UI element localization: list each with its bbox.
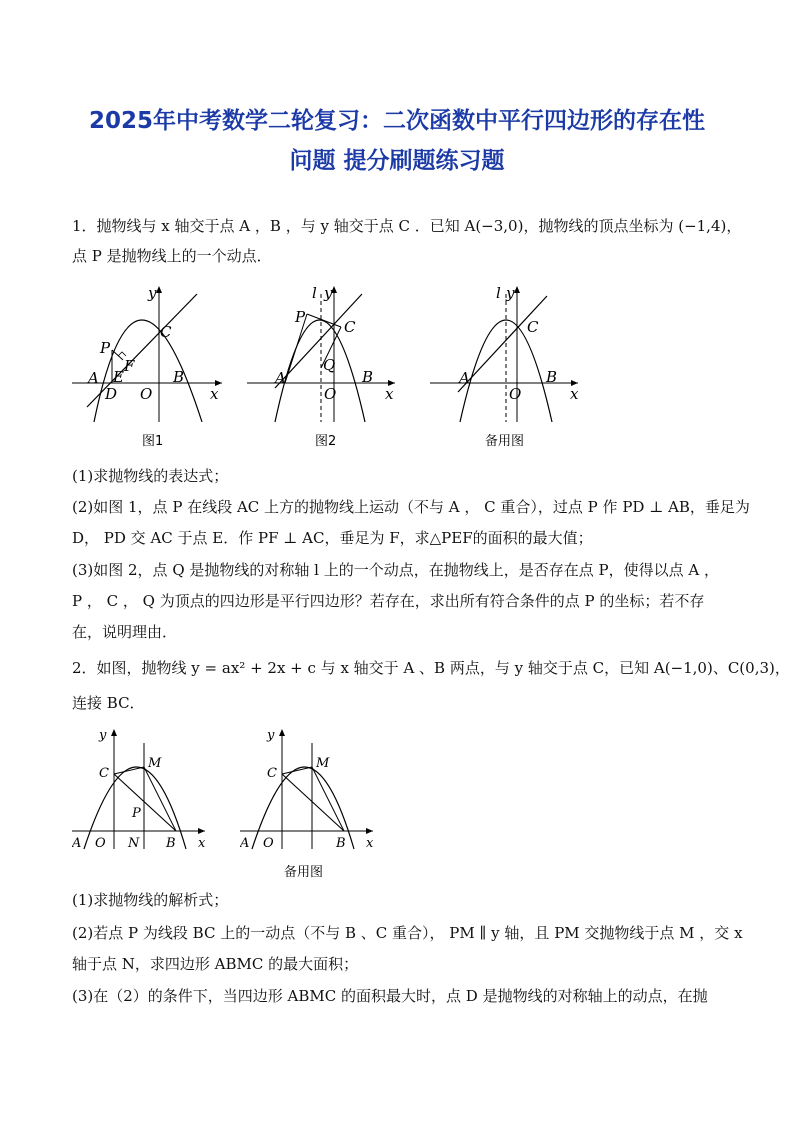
label-b: B [362, 368, 374, 386]
y-axis-arrow [514, 286, 520, 293]
q1-part2-line1: (2)如图 1，点 P 在线段 AC 上方的抛物线上运动（不与 A ， C 重合），过点 P 作 PD ⊥ AB，垂足为 [72, 498, 750, 516]
segment-mb [144, 767, 176, 831]
figure-1-caption: 图1 [142, 434, 164, 449]
q2-figure-backup [240, 725, 380, 885]
label-y: y [324, 284, 333, 302]
q2-backup-caption: 备用图 [284, 865, 324, 880]
label-x: x [210, 385, 219, 403]
page-title: 2025年中考数学二轮复习：二次函数中平行四边形的存在性 [88, 108, 705, 134]
q2-intro-line1: 2．如图，抛物线 y = ax² + 2x + c 与 x 轴交于 A 、B 两点，与 y 轴交于点 C，已知 A(−1,0)、C(0,3)， [72, 659, 790, 677]
label-a: A [275, 369, 286, 387]
q1-figure-backup [430, 282, 590, 452]
label-c: C [160, 323, 172, 341]
label-x: x [198, 836, 206, 851]
q1-part3-line2: P ， C ， Q 为顶点的四边形是平行四边形？若存在，求出所有符合条件的点 P 的坐标；若不存 [72, 592, 705, 610]
label-q: Q [323, 356, 336, 374]
label-c: C [344, 318, 356, 336]
label-d: D [105, 385, 118, 403]
q2-part3-line1: (3)在（2）的条件下，当四边形 ABMC 的面积最大时，点 D 是抛物线的对称轴上的动点，在抛 [72, 987, 708, 1005]
line-ac [458, 296, 547, 392]
q1-intro-line1: 1．抛物线与 x 轴交于点 A ，B ，与 y 轴交于点 C ．已知 A(−3,0)，抛物线的顶点坐标为 (−1,4)， [72, 217, 742, 235]
label-l: l [496, 284, 501, 302]
label-b: B [173, 368, 185, 386]
segment-mb [312, 767, 344, 831]
segment-cm [114, 767, 144, 774]
segment-pc [307, 314, 341, 327]
label-x: x [570, 385, 579, 403]
q1-figure-2 [247, 282, 407, 452]
segment-bc [282, 774, 344, 831]
label-b: B [166, 836, 176, 851]
right-angle-mark [118, 352, 126, 356]
q2-part2-line1: (2)若点 P 为线段 BC 上的一动点（不与 B 、C 重合）， PM ∥ y 轴，且 PM 交抛物线于点 M ，交 x [72, 924, 743, 942]
label-f: F [124, 357, 135, 375]
label-x: x [385, 385, 394, 403]
q1-part3-line3: 在，说明理由． [72, 623, 178, 641]
parabola-curve [94, 320, 202, 422]
figure-2-caption: 图2 [315, 434, 337, 449]
segment-cm [282, 767, 312, 774]
label-p: P [295, 308, 306, 326]
label-o: O [263, 836, 274, 851]
x-axis-arrow [198, 828, 205, 834]
y-axis-arrow [156, 286, 162, 293]
segment-bc [114, 774, 176, 831]
label-a: A [88, 369, 99, 387]
label-b: B [336, 836, 346, 851]
label-a: A [72, 836, 82, 851]
y-axis-arrow [279, 729, 285, 736]
label-y: y [99, 728, 107, 743]
label-c: C [99, 766, 109, 781]
label-o: O [95, 836, 106, 851]
label-e: E [113, 368, 124, 386]
q1-part2-line2: D， PD 交 AC 于点 E．作 PF ⊥ AC，垂足为 F，求△PEF的面积的最大值； [72, 529, 593, 547]
label-p: P [132, 806, 141, 821]
figure-backup-caption: 备用图 [485, 434, 525, 449]
label-n: N [128, 836, 140, 851]
x-axis-arrow [366, 828, 373, 834]
q1-part3-line1: (3)如图 2，点 Q 是抛物线的对称轴 l 上的一个动点，在抛物线上，是否存在点 P，使得以点 A ， [72, 561, 719, 579]
q2-part2-line2: 轴于点 N，求四边形 ABMC 的最大面积； [72, 955, 359, 973]
label-b: B [546, 368, 558, 386]
q1-part1: (1)求抛物线的表达式； [72, 467, 229, 485]
q2-intro-line2: 连接 BC． [72, 694, 145, 712]
q2-part1: (1)求抛物线的解析式； [72, 891, 229, 909]
label-x: x [366, 836, 374, 851]
label-o: O [324, 385, 337, 403]
label-m: M [316, 756, 330, 771]
label-y: y [148, 284, 157, 302]
label-c: C [267, 766, 277, 781]
q2-figure-1 [72, 725, 212, 855]
segment-pf [112, 350, 123, 360]
label-y: y [267, 728, 275, 743]
label-a: A [240, 836, 250, 851]
label-y: y [506, 284, 515, 302]
q1-intro-line2: 点 P 是抛物线上的一个动点． [72, 247, 272, 265]
label-m: M [148, 756, 162, 771]
label-c: C [527, 318, 539, 336]
label-o: O [509, 385, 522, 403]
label-a: A [459, 369, 470, 387]
label-p: P [100, 339, 111, 357]
page-subtitle: 问题 提分刷题练习题 [289, 148, 505, 174]
label-l: l [312, 284, 317, 302]
y-axis-arrow [111, 729, 117, 736]
q1-figure-1 [72, 282, 232, 452]
label-o: O [140, 385, 153, 403]
